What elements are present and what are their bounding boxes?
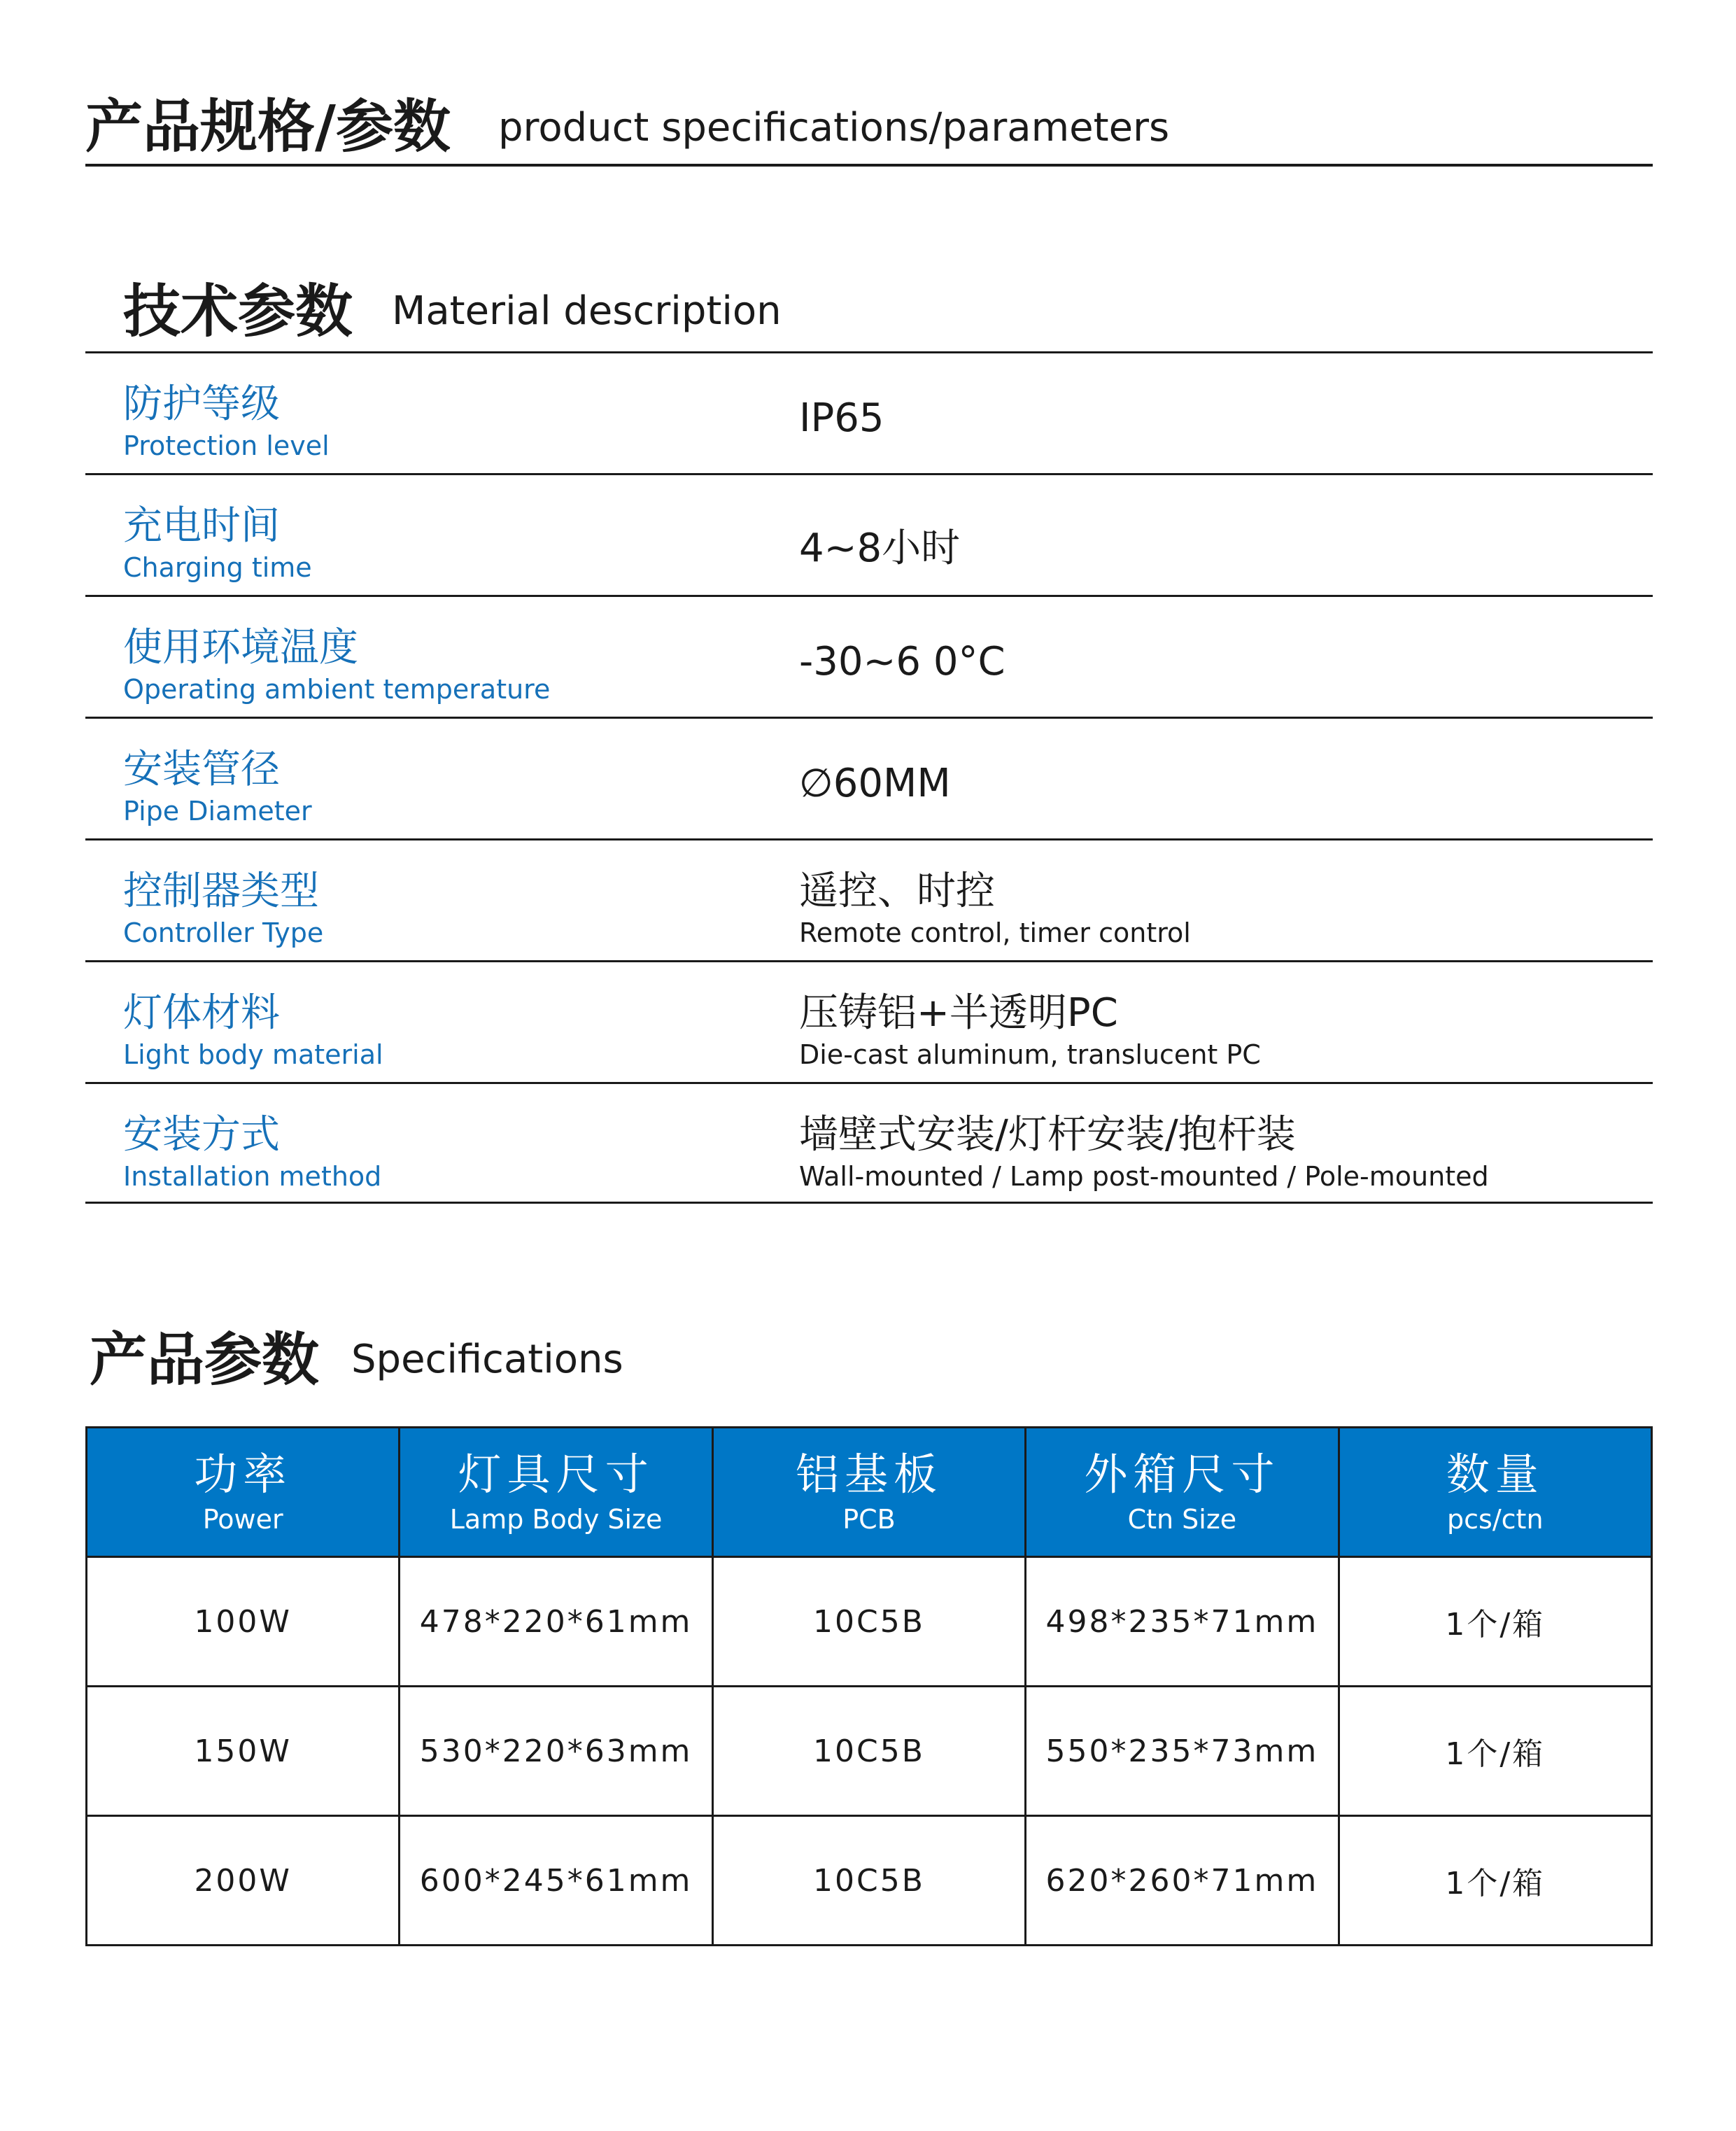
column-header-zh: 功率 — [194, 1449, 292, 1500]
cell-power: 200W — [87, 1816, 400, 1946]
cell-lamp-body-size: 478*220*61mm — [400, 1557, 712, 1687]
tech-title-zh: 技术参数 — [123, 279, 353, 345]
tech-value-en: Die-cast aluminum, translucent PC — [799, 1039, 1261, 1070]
column-header-zh: 铝基板 — [795, 1449, 943, 1500]
cell-pcb: 10C5B — [712, 1816, 1025, 1946]
tech-value: 4~8小时 — [799, 526, 961, 571]
tech-value: IP65 — [799, 395, 884, 441]
cell-ctn-size: 550*235*73mm — [1026, 1687, 1339, 1816]
cell-power: 100W — [87, 1557, 400, 1687]
tech-value-en: Remote control, timer control — [799, 917, 1191, 948]
tech-label-zh: 使用环境温度 — [123, 625, 358, 670]
cell-lamp-body-size: 530*220*63mm — [400, 1687, 712, 1816]
column-header-en: Lamp Body Size — [449, 1504, 663, 1535]
cell-pcb: 10C5B — [712, 1557, 1025, 1687]
tech-row-operating-temperature — [85, 595, 1653, 717]
column-header-zh: 外箱尺寸 — [1084, 1449, 1280, 1500]
tech-label-zh: 控制器类型 — [123, 868, 319, 914]
column-header-en: Power — [202, 1504, 283, 1535]
page-title-zh: 产品规格/参数 — [85, 94, 451, 160]
tech-row-charging-time — [85, 473, 1653, 595]
table-row — [87, 1816, 1652, 1946]
cell-ctn-size: 498*235*71mm — [1026, 1557, 1339, 1687]
column-header-pcb — [712, 1428, 1025, 1557]
tech-label-zh: 灯体材料 — [123, 990, 280, 1036]
column-header-ctn-size — [1026, 1428, 1339, 1557]
spec-table — [85, 1426, 1653, 1946]
tech-label-en: Controller Type — [123, 917, 324, 948]
spec-title-zh: 产品参数 — [90, 1327, 320, 1393]
tech-row-pipe-diameter — [85, 717, 1653, 838]
tech-label-en: Light body material — [123, 1039, 383, 1070]
tech-label-en: Protection level — [123, 430, 330, 461]
tech-title-en: Material description — [392, 288, 782, 334]
tech-row-controller-type — [85, 838, 1653, 960]
cell-pcs-ctn: 1个/箱 — [1339, 1687, 1651, 1816]
column-header-en: Ctn Size — [1127, 1504, 1237, 1535]
page-header — [85, 77, 1653, 167]
tech-label-en: Installation method — [123, 1161, 382, 1192]
tech-label-en: Operating ambient temperature — [123, 674, 551, 705]
tech-row-light-body-material — [85, 960, 1653, 1082]
cell-pcs-ctn: 1个/箱 — [1339, 1816, 1651, 1946]
column-header-lamp-body-size — [400, 1428, 712, 1557]
tech-label-zh: 充电时间 — [123, 503, 280, 549]
tech-label-en: Pipe Diameter — [123, 796, 312, 827]
cell-power: 150W — [87, 1687, 400, 1816]
spec-title-en: Specifications — [351, 1337, 623, 1382]
tech-value: -30~6 0°C — [799, 639, 1005, 684]
tech-section-title — [123, 266, 1243, 350]
page-title-en: product specifications/parameters — [498, 105, 1170, 150]
column-header-zh: 数量 — [1446, 1449, 1544, 1500]
tech-params-table — [85, 351, 1653, 1204]
cell-ctn-size: 620*260*71mm — [1026, 1816, 1339, 1946]
cell-pcs-ctn: 1个/箱 — [1339, 1557, 1651, 1687]
tech-label-en: Charging time — [123, 552, 312, 583]
tech-value: 墙壁式安装/灯杆安装/抱杆装 — [799, 1112, 1296, 1158]
tech-label-zh: 防护等级 — [123, 381, 280, 427]
tech-value: 压铸铝+半透明PC — [799, 990, 1118, 1036]
tech-row-protection-level — [85, 351, 1653, 473]
tech-label-zh: 安装方式 — [123, 1112, 280, 1158]
tech-value: ∅60MM — [799, 761, 951, 806]
column-header-zh: 灯具尺寸 — [458, 1449, 654, 1500]
tech-row-installation-method — [85, 1082, 1653, 1204]
column-header-pcs-ctn — [1339, 1428, 1651, 1557]
tech-label-zh: 安装管径 — [123, 747, 280, 792]
spec-section-title — [90, 1314, 1069, 1398]
cell-lamp-body-size: 600*245*61mm — [400, 1816, 712, 1946]
cell-pcb: 10C5B — [712, 1687, 1025, 1816]
column-header-en: PCB — [842, 1504, 896, 1535]
tech-value: 遥控、时控 — [799, 868, 995, 914]
table-row — [87, 1557, 1652, 1687]
spec-header-row — [87, 1428, 1652, 1557]
column-header-power — [87, 1428, 400, 1557]
tech-value-en: Wall-mounted / Lamp post-mounted / Pole-mounted — [799, 1161, 1489, 1192]
column-header-en: pcs/ctn — [1447, 1504, 1544, 1535]
table-row — [87, 1687, 1652, 1816]
